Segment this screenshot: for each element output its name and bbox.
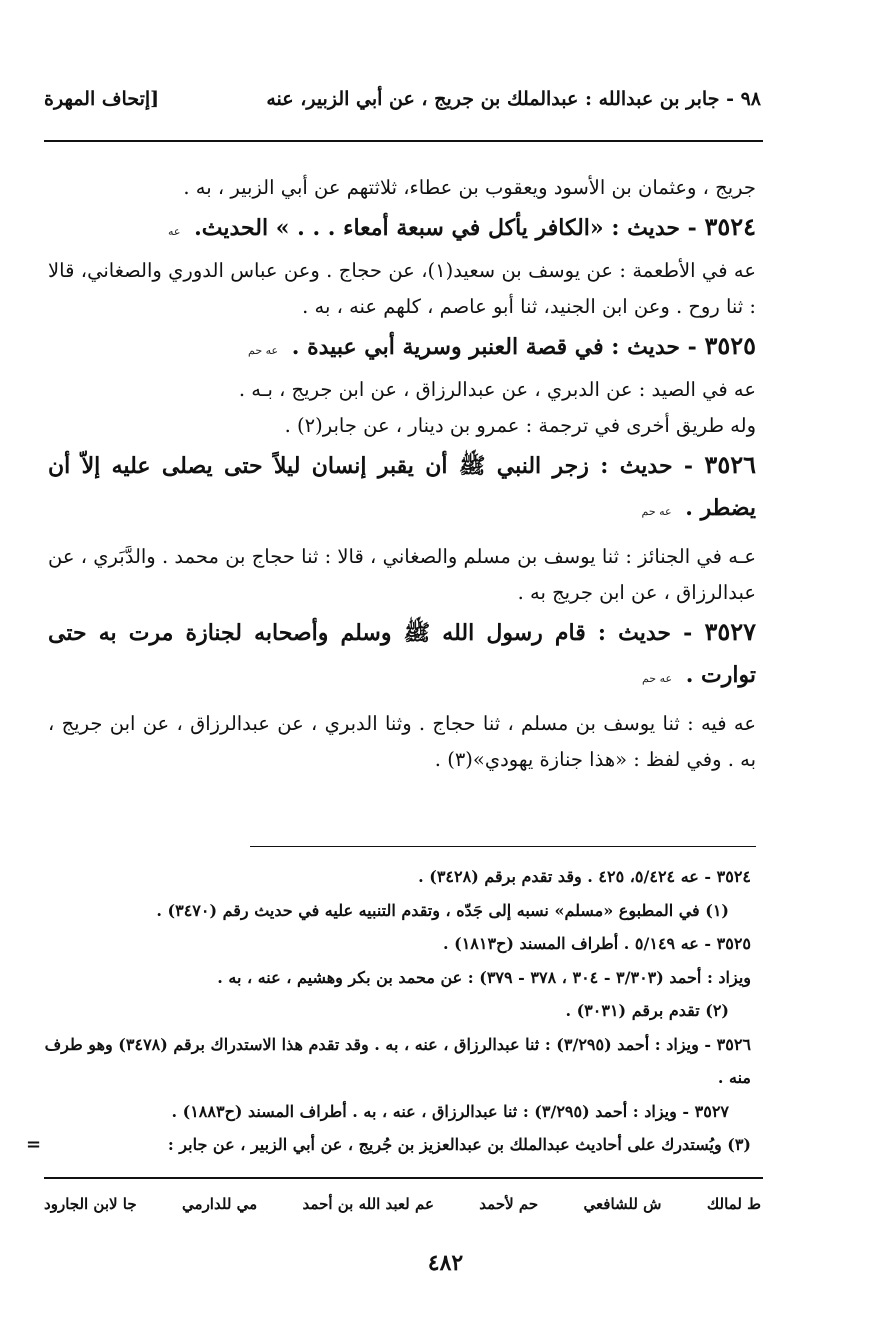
hadith-text: - حديث : زجر النبي ﷺ أن يقبر إنسان ليلاً حتى يصلى عليه إلاّ أن يضطر .	[48, 453, 756, 521]
abbreviation: ش للشافعي	[583, 1195, 662, 1213]
hadith-3524	[48, 206, 756, 253]
header-title: ٩٨ - جابر بن عبدالله : عبدالملك بن جريج ، عن أبي الزبير، عنه	[266, 88, 761, 110]
footnotes	[44, 860, 751, 1162]
hadith-3526	[48, 444, 756, 533]
hadith-3527	[48, 611, 756, 700]
hadith-3525	[48, 325, 756, 372]
header-rule	[44, 140, 763, 142]
abbreviation: ط لمالك	[706, 1195, 761, 1213]
main-text	[48, 170, 756, 778]
paragraph: عـه في الجنائز : ثنا يوسف بن مسلم والصغاني ، قالا : ثنا حجاج بن محمد . والدَّبَري ، عن عبدالرزاق ، عن ابن جريج به .	[48, 545, 756, 604]
source-mark: عه	[167, 225, 181, 238]
source-mark: عه حم	[248, 344, 279, 357]
hadith-text: - حديث : في قصة العنبر وسرية أبي عبيدة .	[291, 334, 697, 360]
paragraph: عه في الصيد : عن الدبري ، عن عبدالرزاق ، عن ابن جريج ، بـه .	[238, 378, 756, 401]
footnote: (١) في المطبوع «مسلم» نسبه إلى جَدّه ، وتقدم التنبيه عليه في حديث رقم (٣٤٧٠) .	[156, 900, 729, 920]
paragraph: عه في الأطعمة : عن يوسف بن سعيد(١)، عن حجاج . وعن عباس الدوري والصغاني، قالا : ثنا روح . وعن ابن الجنيد، ثنا أبو عاصم ، كلهم عنه ، به .	[48, 259, 756, 318]
hadith-text: - حديث : «الكافر يأكل في سبعة أمعاء . . . » الحديث.	[194, 215, 697, 241]
hadith-number: ٣٥٢٧	[704, 617, 757, 646]
footnote: ويزاد : أحمد (٣/٣٠٣ - ٣٠٤ ، ٣٧٨ - ٣٧٩) : عن محمد بن بكر وهشيم ، عنه ، به .	[217, 967, 751, 987]
abbreviation: مي للدارمي	[182, 1195, 258, 1213]
hadith-number: ٣٥٢٤	[704, 212, 756, 241]
footnote: ٣٥٢٧ - ويزاد : أحمد (٣/٢٩٥) : ثنا عبدالرزاق ، عنه ، به . أطراف المسند (ح١٨٨٣) .	[171, 1101, 729, 1121]
running-header	[44, 88, 761, 110]
paragraph: وله طريق أخرى في ترجمة : عمرو بن دينار ، عن جابر(٢) .	[284, 414, 756, 437]
page-number: ٤٨٢	[427, 1250, 464, 1276]
footnote: (٢) تقدم برقم (٣٠٣١) .	[565, 1001, 729, 1020]
hadith-number: ٣٥٢٦	[704, 450, 756, 479]
paragraph: جريج ، وعثمان بن الأسود ويعقوب بن عطاء، ثلاثتهم عن أبي الزبير ، به .	[183, 176, 756, 199]
hadith-text: - حديث : قام رسول الله ﷺ وسلم وأصحابه لجنازة مرت به حتى توارت .	[48, 620, 756, 688]
footnote: ٣٥٢٤ - عه ٥/٤٢٤، ٤٢٥ . وقد تقدم برقم (٣٤٢٨) .	[418, 867, 751, 886]
continuation-mark: =	[26, 1134, 42, 1155]
footnote: ٣٥٢٦ - ويزاد : أحمد (٣/٢٩٥) : ثنا عبدالرزاق ، عنه ، به . وقد تقدم هذا الاستدراك برقم (٣٤٧٨) وهو طرف منه .	[44, 1034, 751, 1087]
footnote-rule	[250, 846, 756, 847]
abbreviations-rule	[44, 1177, 763, 1179]
footnote: ٣٥٢٥ - عه ٥/١٤٩ . أطراف المسند (ح١٨١٣) .	[442, 934, 751, 953]
abbreviations-key	[44, 1195, 761, 1213]
footnote: (٣) ويُستدرك على أحاديث عبدالملك بن عبدالعزيز بن جُريج ، عن أبي الزبير ، عن جابر :	[167, 1135, 751, 1154]
abbreviation: عم لعبد الله بن أحمد	[302, 1195, 434, 1213]
source-mark: عه حم	[641, 505, 672, 518]
abbreviation: حم لأحمد	[479, 1195, 539, 1213]
paragraph: عه فيه : ثنا يوسف بن مسلم ، ثنا حجاج . وثنا الدبري ، عن عبدالرزاق ، عن ابن جريج ، به . وفي لفظ : «هذا جنازة يهودي»(٣) .	[48, 712, 756, 771]
abbreviation: جا لابن الجارود	[44, 1195, 137, 1213]
header-book-name: [إتحاف المهرة	[44, 88, 160, 110]
hadith-number: ٣٥٢٥	[704, 331, 756, 360]
source-mark: عه حم	[641, 672, 673, 685]
